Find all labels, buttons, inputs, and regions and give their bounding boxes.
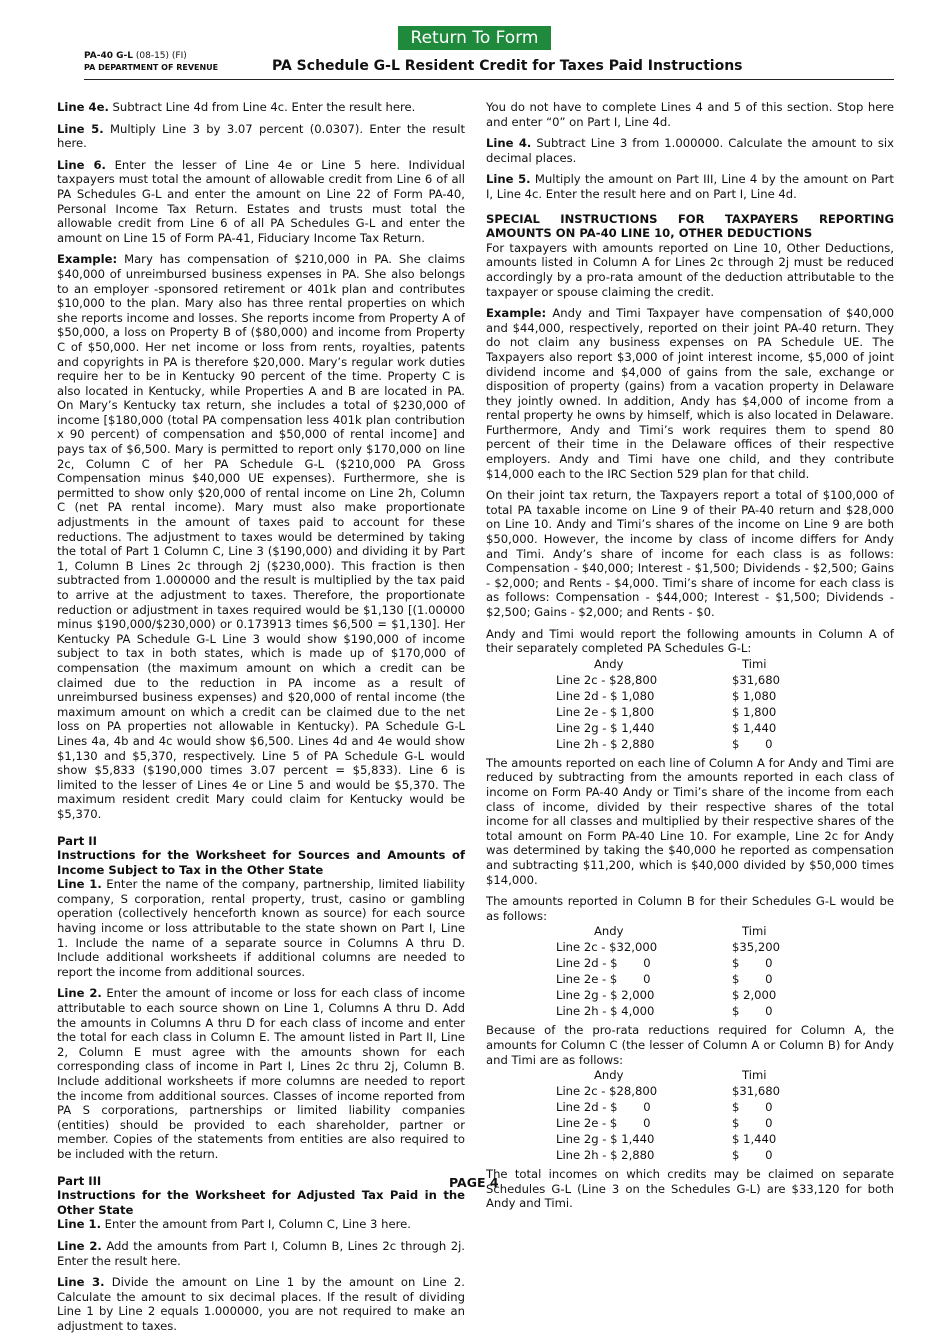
header-timi: Timi bbox=[742, 1068, 767, 1083]
return-to-form-button[interactable]: Return To Form bbox=[398, 26, 551, 50]
line6-paragraph bbox=[57, 158, 465, 246]
line-label: Line 4e. bbox=[57, 100, 109, 114]
table-row bbox=[556, 720, 816, 736]
andy-cell: Line 2h - $ 2,880 bbox=[556, 1148, 655, 1163]
example-text: Andy and Timi Taxpayer have compensation of $40,000 and $44,000, respectively, reported on their joint PA-40 return. They do not claim any business expenses on PA Schedule UE. The Taxpayers also report $3,000 of joint interest income, $5,000 of joint dividend income and $4,000 of gains from the sale, exchange or disposition of property (gains) from a vacation property in Delaware they jointly owned. In addition, Andy has $4,000 of income from a rental property he owns by himself, which is also located in Delaware. Furthermore, Andy and Timi’s work requires them to spend 80 percent of their time in the Delaware offices of their respective employers. Andy and Timi have one child, and they contribute $14,000 each to the IRC Section 529 plan for that child. bbox=[486, 306, 894, 481]
line-label: Line 5. bbox=[57, 121, 104, 136]
example-label: Example: bbox=[486, 306, 547, 321]
line-label: Line 1. bbox=[57, 877, 102, 892]
department-name: PA DEPARTMENT OF REVENUE bbox=[84, 63, 219, 72]
column-c-table bbox=[556, 1067, 816, 1163]
right-column bbox=[486, 100, 894, 1211]
form-identifier bbox=[84, 50, 187, 62]
page-title: PA Schedule G-L Resident Credit for Taxes Paid Instructions bbox=[272, 58, 743, 74]
line-label: Line 3. bbox=[57, 1275, 105, 1290]
column-a-intro: Andy and Timi would report the following amounts in Column A of their separately completed PA Schedules G-L: bbox=[486, 626, 894, 656]
line-label: Line 5. bbox=[486, 172, 531, 187]
special-instructions-paragraph: For taxpayers with amounts reported on Line 10, Other Deductions, amounts listed in Column A for Lines 2c through 2j must be reduced accordingly by a pro-rata amount of the deduction attributable to the taxpayer or spouse claiming the credit. bbox=[486, 240, 894, 299]
column-b-table bbox=[556, 923, 816, 1019]
line-text: Enter the lesser of Line 4e or Line 5 here. Individual taxpayers must total the amount of allowable credit from Line 6 of all PA Schedules G-L and enter the amount on Line 22 of Form PA-40, Personal Income Tax Return. Estates and trusts must total the allowable credit from Line 6 of all PA Schedules G-L and enter the amount on Line 15 of Form PA-41, Fiduciary Income Tax Return. bbox=[57, 157, 465, 245]
table-row bbox=[556, 1083, 816, 1099]
line-text: Multiply the amount on Part III, Line 4 by the amount on Part I, Line 4c. Enter the result here and on Part I, Line 4d. bbox=[486, 172, 894, 201]
timi-cell: $ 1,440 bbox=[732, 720, 777, 735]
andy-cell: Line 2g - $ 2,000 bbox=[556, 988, 655, 1003]
part3-line3-paragraph bbox=[57, 1275, 465, 1333]
part2-line2-paragraph bbox=[57, 986, 465, 1161]
table-header-row bbox=[556, 923, 816, 939]
timi-cell: $ 0 bbox=[732, 972, 773, 987]
line-label: Line 1. bbox=[57, 1217, 101, 1232]
table-row bbox=[556, 987, 816, 1003]
andy-cell: Line 2c - $28,800 bbox=[556, 672, 658, 687]
timi-cell: $ 0 bbox=[732, 1148, 773, 1163]
timi-cell: $ 0 bbox=[732, 736, 773, 751]
table-header-row bbox=[556, 656, 816, 672]
table-row bbox=[556, 1131, 816, 1147]
left-column bbox=[57, 100, 465, 1334]
form-version: (08-15) (FI) bbox=[133, 51, 187, 61]
line5-paragraph bbox=[57, 122, 465, 151]
continued-paragraph: You do not have to complete Lines 4 and 5 of this section. Stop here and enter “0” on Part I, Line 4d. bbox=[486, 100, 894, 129]
andy-cell: Line 2d - $ 0 bbox=[556, 956, 651, 971]
line-text: Subtract Line 4d from Line 4c. Enter the result here. bbox=[108, 100, 416, 114]
line-text: Enter the amount from Part I, Column C, Line 3 here. bbox=[101, 1217, 411, 1232]
andy-cell: Line 2e - $ 1,800 bbox=[556, 704, 655, 719]
andy-cell: Line 2d - $ 0 bbox=[556, 1100, 651, 1115]
line-text: Enter the name of the company, partnership, limited liability company, S corporation, rental property, trust, casino or gambling operation (collectively henceforth known as source) for each source having income or loss attributable to the state shown on Part I, Line 1. Include the name of a separate source in Columns A thru D. Include additional worksheets if additional columns are needed to report the income from additional sources. bbox=[57, 877, 465, 979]
page-number: PAGE 4 bbox=[449, 1175, 499, 1190]
timi-cell: $ 0 bbox=[732, 1004, 773, 1019]
column-b-intro: The amounts reported in Column B for their Schedules G-L would be as follows: bbox=[486, 894, 894, 923]
line4e-paragraph bbox=[57, 100, 465, 115]
table-row bbox=[556, 704, 816, 720]
part3-line5-paragraph bbox=[486, 172, 894, 201]
part3-subheading: Instructions for the Worksheet for Adjusted Tax Paid in the Other State bbox=[57, 1188, 465, 1217]
mary-example-paragraph bbox=[57, 252, 465, 821]
timi-cell: $31,680 bbox=[732, 1084, 780, 1099]
line-label: Line 2. bbox=[57, 1238, 102, 1253]
timi-cell: $ 0 bbox=[732, 1100, 773, 1115]
part2-heading: Part II bbox=[57, 833, 97, 848]
column-a-table bbox=[556, 656, 816, 752]
andy-cell: Line 2h - $ 2,880 bbox=[556, 736, 655, 751]
header-andy: Andy bbox=[594, 1068, 624, 1083]
timi-cell: $ 1,080 bbox=[732, 688, 777, 703]
total-income-paragraph: The total incomes on which credits may be claimed on separate Schedules G-L (Line 3 on the Schedules G-L) are $33,120 for both Andy and Timi. bbox=[486, 1167, 894, 1211]
part3-heading: Part III bbox=[57, 1173, 102, 1188]
andy-cell: Line 2g - $ 1,440 bbox=[556, 1132, 655, 1147]
andy-cell: Line 2e - $ 0 bbox=[556, 1116, 651, 1131]
timi-cell: $ 0 bbox=[732, 956, 773, 971]
table-row bbox=[556, 955, 816, 971]
part3-line2-paragraph bbox=[57, 1239, 465, 1268]
timi-cell: $31,680 bbox=[732, 672, 780, 687]
andy-cell: Line 2h - $ 4,000 bbox=[556, 1004, 655, 1019]
andy-cell: Line 2g - $ 1,440 bbox=[556, 720, 655, 735]
line-label: Line 2. bbox=[57, 986, 102, 1001]
line-text: Divide the amount on Line 1 by the amount on Line 2. Calculate the amount to six decimal places. If the result of dividing Line 1 by Line 2 equals 1.000000, you are not required to make an adjustment to taxes. bbox=[57, 1275, 465, 1333]
example-label: Example: bbox=[57, 252, 118, 267]
table-header-row bbox=[556, 1067, 816, 1083]
reduction-paragraph: The amounts reported on each line of Column A for Andy and Timi are reduced by subtracting from the amounts reported in each class of income on Form PA-40 Andy or Timi’s share of the income from each class of income, divided by their respective shares of the total income for all classes and multiplied by their respective shares of the total amount on Form PA-40 Line 10. For example, Line 2c for Andy was determined by taking the $40,000 he reported as compensation and subtracting $11,200, which is $40,000 divided by $50,000 times $14,000. bbox=[486, 755, 894, 887]
header-divider bbox=[84, 79, 894, 80]
line-text: Multiply Line 3 by 3.07 percent (0.0307). Enter the result here. bbox=[57, 121, 465, 151]
table-row bbox=[556, 939, 816, 955]
table-row bbox=[556, 688, 816, 704]
timi-cell: $ 2,000 bbox=[732, 988, 777, 1003]
andy-timi-example-paragraph bbox=[486, 306, 894, 481]
table-row bbox=[556, 1099, 816, 1115]
table-row bbox=[556, 1147, 816, 1163]
form-number: PA-40 G-L bbox=[84, 51, 133, 61]
table-row bbox=[556, 1003, 816, 1019]
special-instructions-heading: SPECIAL INSTRUCTIONS FOR TAXPAYERS REPORTING AMOUNTS ON PA-40 LINE 10, OTHER DEDUCTIONS bbox=[486, 211, 894, 241]
table-row bbox=[556, 971, 816, 987]
line-label: Line 4. bbox=[486, 136, 532, 151]
table-row bbox=[556, 1115, 816, 1131]
line-text: Add the amounts from Part I, Column B, Lines 2c through 2j. Enter the result here. bbox=[57, 1238, 465, 1268]
timi-cell: $35,200 bbox=[732, 940, 780, 955]
timi-cell: $ 1,800 bbox=[732, 704, 777, 719]
part2-subheading: Instructions for the Worksheet for Sources and Amounts of Income Subject to Tax in the Other State bbox=[57, 848, 465, 877]
part2-line1-paragraph bbox=[57, 877, 465, 979]
timi-cell: $ 0 bbox=[732, 1116, 773, 1131]
table-row bbox=[556, 736, 816, 752]
andy-cell: Line 2c - $28,800 bbox=[556, 1084, 658, 1099]
andy-cell: Line 2c - $32,000 bbox=[556, 940, 658, 955]
line-text: Enter the amount of income or loss for each class of income attributable to each source shown on Line 1, Columns A thru D. Add the amounts in Columns A thru D for each class of income and enter the total for each class in Column E. The amount listed in Part II, Line 2, Column E must agree with the amounts shown for each corresponding class of income in Part I, Lines 2c thru 2j, Column B. Include additional worksheets if more columns are needed to report the income from additional sources. Classes of income reported from PA S corporations, partnerships or limited liability companies (entities) should be provided to each shareholder, partner or member. Copies of the statements from entities are also required to be included with the return. bbox=[57, 986, 465, 1161]
column-c-intro: Because of the pro-rata reductions required for Column A, the amounts for Column C (the lesser of Column A or Column B) for Andy and Timi are as follows: bbox=[486, 1023, 894, 1067]
andy-cell: Line 2d - $ 1,080 bbox=[556, 688, 655, 703]
example-text: Mary has compensation of $210,000 in PA. She claims $40,000 of unreimbursed business expenses in PA. She also belongs to an employer -sponsored retirement or 401k plan and contributes $10,000 to the plan. Mary also has three rental properties on which she reports income and losses. She reports income from Property A of $50,000, a loss on Property B of ($80,000) and income from Property C of $50,000. Her net income or loss from rents, royalties, patents and copyrights in PA is therefore $20,000. Mary’s regular work duties require her to be in Kentucky 90 percent of the time. Property C is also located in Kentucky, while Properties A and B are located in PA. On Mary’s Kentucky tax return, she includes a total of $230,000 of income [$180,000 (total PA compensation less 401k plan contribution x 90 percent) of compensation and $50,000 of rental income] and pays tax of $6,500. Mary is permitted to report only $170,000 on line 2c, Column C of her PA Schedule G-L ($210,000 PA Gross Compensation minus $40,000 UE expenses). Furthermore, she is permitted to show only $20,000 of rental income on Line 2h, Column C (net PA rental income). Mary must also make proportionate adjustments in the amount of taxes paid to account for these reductions. The adjustment to taxes would be determined by taking the total of Part 1 Column C, Line 3 ($190,000) and dividing it by Part 1, Column B Lines 2c through 2j ($230,000). This fraction is then subtracted from 1.000000 and the result is multiplied by the tax paid to arrive at the adjustment to taxes. Therefore, the proportionate reduction or adjustment in taxes required would be $1,130 [(1.00000 minus $190,000/$230,000) or 0.173913 times $6,500 = $1,130]. Her Kentucky PA Schedule G-L Line 3 would show $190,000 of income subject to tax in both states, which is made up of $170,000 of compensation (the maximum amount on which a credit can be claimed due to the reduction in PA income as a result of unreimbursed business expenses) and $20,000 of rental income (the maximum amount on which a credit can be claimed due to the net loss on PA properties not allowable in Kentucky). PA Schedule G-L Lines 4a, 4b and 4c would show $6,500. Lines 4d and 4e would show $1,130 and $5,370, respectively. Line 5 of PA Schedule G-L would show $5,833 ($190,000 times 3.07 percent = $5,833). Line 6 is limited to the lesser of Lines 4e or Line 5 and would be $5,370. The maximum resident credit Mary could claim for Kentucky would be $5,370. bbox=[57, 252, 465, 821]
joint-return-paragraph: On their joint tax return, the Taxpayers report a total of $100,000 of total PA taxable income on Line 9 of their PA-40 return and $28,000 on Line 10. Andy and Timi’s shares of the income on Line 9 are both $50,000. However, the income by class of income differs for Andy and Timi. Andy’s share of income for each class is as follows: Compensation - $40,000; Interest - $1,500; Dividends - $2,500; Gains - $2,000; and Rents - $4,000. Timi’s share of income for each class is as follows: Compensation - $44,000; Interest - $1,500; Dividends - $2,500; Gains - $2,000; and Rents - $0. bbox=[486, 488, 894, 619]
timi-cell: $ 1,440 bbox=[732, 1132, 777, 1147]
part3-line4-paragraph bbox=[486, 136, 894, 165]
line-text: Subtract Line 3 from 1.000000. Calculate the amount to six decimal places. bbox=[486, 136, 894, 165]
header-timi: Timi bbox=[742, 656, 767, 671]
header-timi: Timi bbox=[742, 924, 767, 939]
header-andy: Andy bbox=[594, 656, 624, 671]
table-row bbox=[556, 672, 816, 688]
header-andy: Andy bbox=[594, 924, 624, 939]
andy-cell: Line 2e - $ 0 bbox=[556, 972, 651, 987]
line-label: Line 6. bbox=[57, 157, 106, 172]
